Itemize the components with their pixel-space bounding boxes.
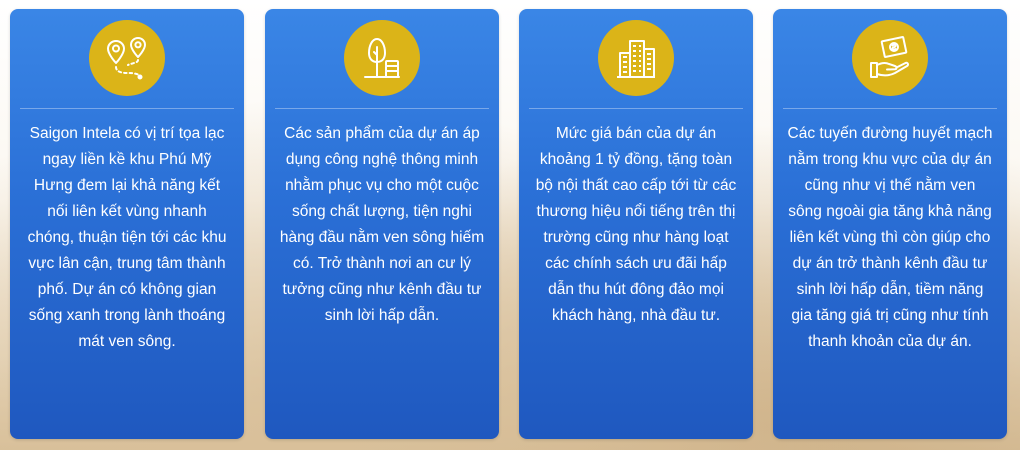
card-description: Saigon Intela có vị trí tọa lạc ngay liền kề khu Phú Mỹ Hưng đem lại khả năng kết nối liên kết vùng nhanh chóng, thuận tiện tới các khu vực lân cận, trung tâm thành phố. Dự án có không gian sống xanh trong lành thoáng mát ven sông. [27,125,227,350]
feature-card-technology [265,9,499,439]
card-divider [783,108,997,109]
card-divider [20,108,234,109]
feature-cards [10,9,1010,439]
card-description: Các tuyến đường huyết mạch nằm trong khu vực của dự án cũng như vị thế nằm ven sông ngoài gia tăng khả năng liên kết vùng thì còn giúp cho dự án trở thành kênh đầu tư sinh lời hấp dẫn, tiềm năng gia tăng giá trị cũng như tính thanh khoản của dự án. [787,125,993,350]
card-divider [275,108,489,109]
card-description: Các sản phẩm của dự án áp dụng công nghệ thông minh nhằm phục vụ cho một cuộc sống chất lượng, tiện nghi hàng đầu nằm ven sông hiếm có. Trở thành nơi an cư lý tưởng cũng như kênh đầu tư sinh lời hấp dẫn. [279,125,485,324]
tree-building-icon [344,20,420,96]
location-route-icon [89,20,165,96]
feature-card-investment [773,9,1007,439]
card-divider [529,108,743,109]
hand-money-icon [852,20,928,96]
feature-card-price [519,9,753,439]
feature-card-location [10,9,244,439]
city-buildings-icon [598,20,674,96]
card-description: Mức giá bán của dự án khoảng 1 tỷ đồng, tặng toàn bộ nội thất cao cấp tới từ các thương hiệu nổi tiếng trên thị trường cũng như hàng loạt các chính sách ưu đãi hấp dẫn thu hút đông đảo mọi khách hàng, nhà đầu tư. [535,125,737,324]
